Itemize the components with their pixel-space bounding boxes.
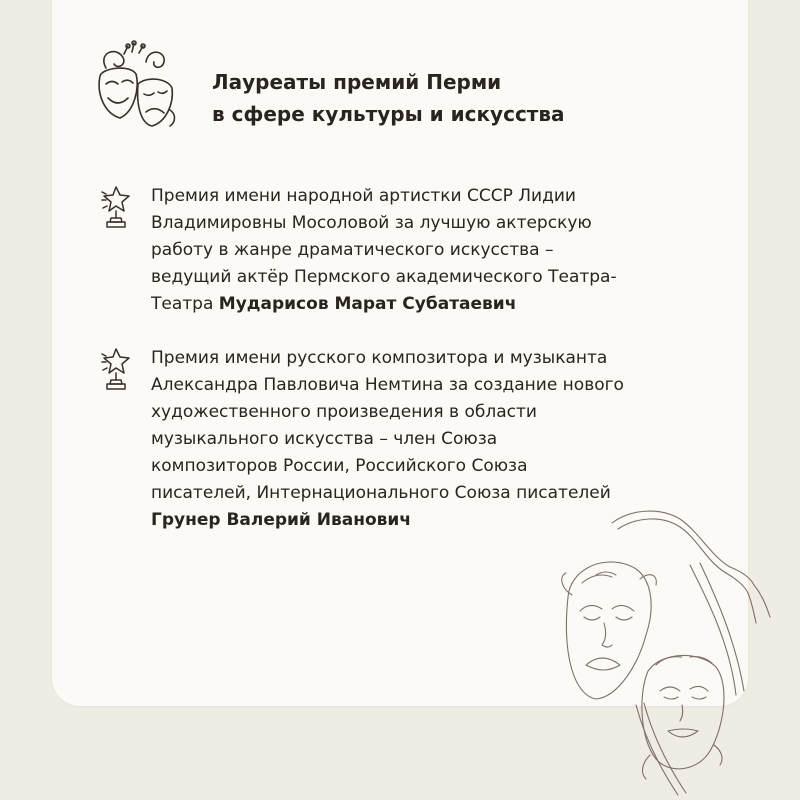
award-text-line: музыкального искусства – член Союза: [151, 429, 498, 449]
laureate-name: Мударисов Марат Субатаевич: [218, 294, 517, 314]
title-line-1: Лауреаты премий Перми: [212, 70, 502, 94]
award-text-line: работу в жанре драматического искусства –: [151, 240, 554, 260]
award-text-line: ведущий актёр Пермского академического Театра-: [151, 267, 617, 287]
page-title: [212, 66, 565, 130]
award-text-line: [151, 291, 711, 318]
award-text-line: художественного произведения в области: [151, 402, 537, 422]
award-text-prefix: Театра: [151, 294, 219, 314]
award-item: [151, 183, 711, 318]
star-trophy-icon: [100, 184, 136, 230]
award-text-line: писателей, Интернационального Союза писателей: [151, 483, 611, 503]
theatre-masks-icon: [84, 40, 184, 140]
star-trophy-icon: [100, 346, 136, 392]
theatre-masks-sketch-icon: [540, 505, 800, 800]
award-text-line: Премия имени русского композитора и музыканта: [151, 348, 608, 368]
award-text-line: композиторов России, Российского Союза: [151, 456, 528, 476]
title-line-2: в сфере культуры и искусства: [212, 102, 565, 126]
laureate-name: Грунер Валерий Иванович: [151, 510, 411, 530]
award-text-line: Владимировны Мосоловой за лучшую актерскую: [151, 213, 592, 233]
award-text-line: Александра Павловича Немтина за создание нового: [151, 375, 624, 395]
award-text-line: Премия имени народной артистки СССР Лидии: [151, 186, 576, 206]
